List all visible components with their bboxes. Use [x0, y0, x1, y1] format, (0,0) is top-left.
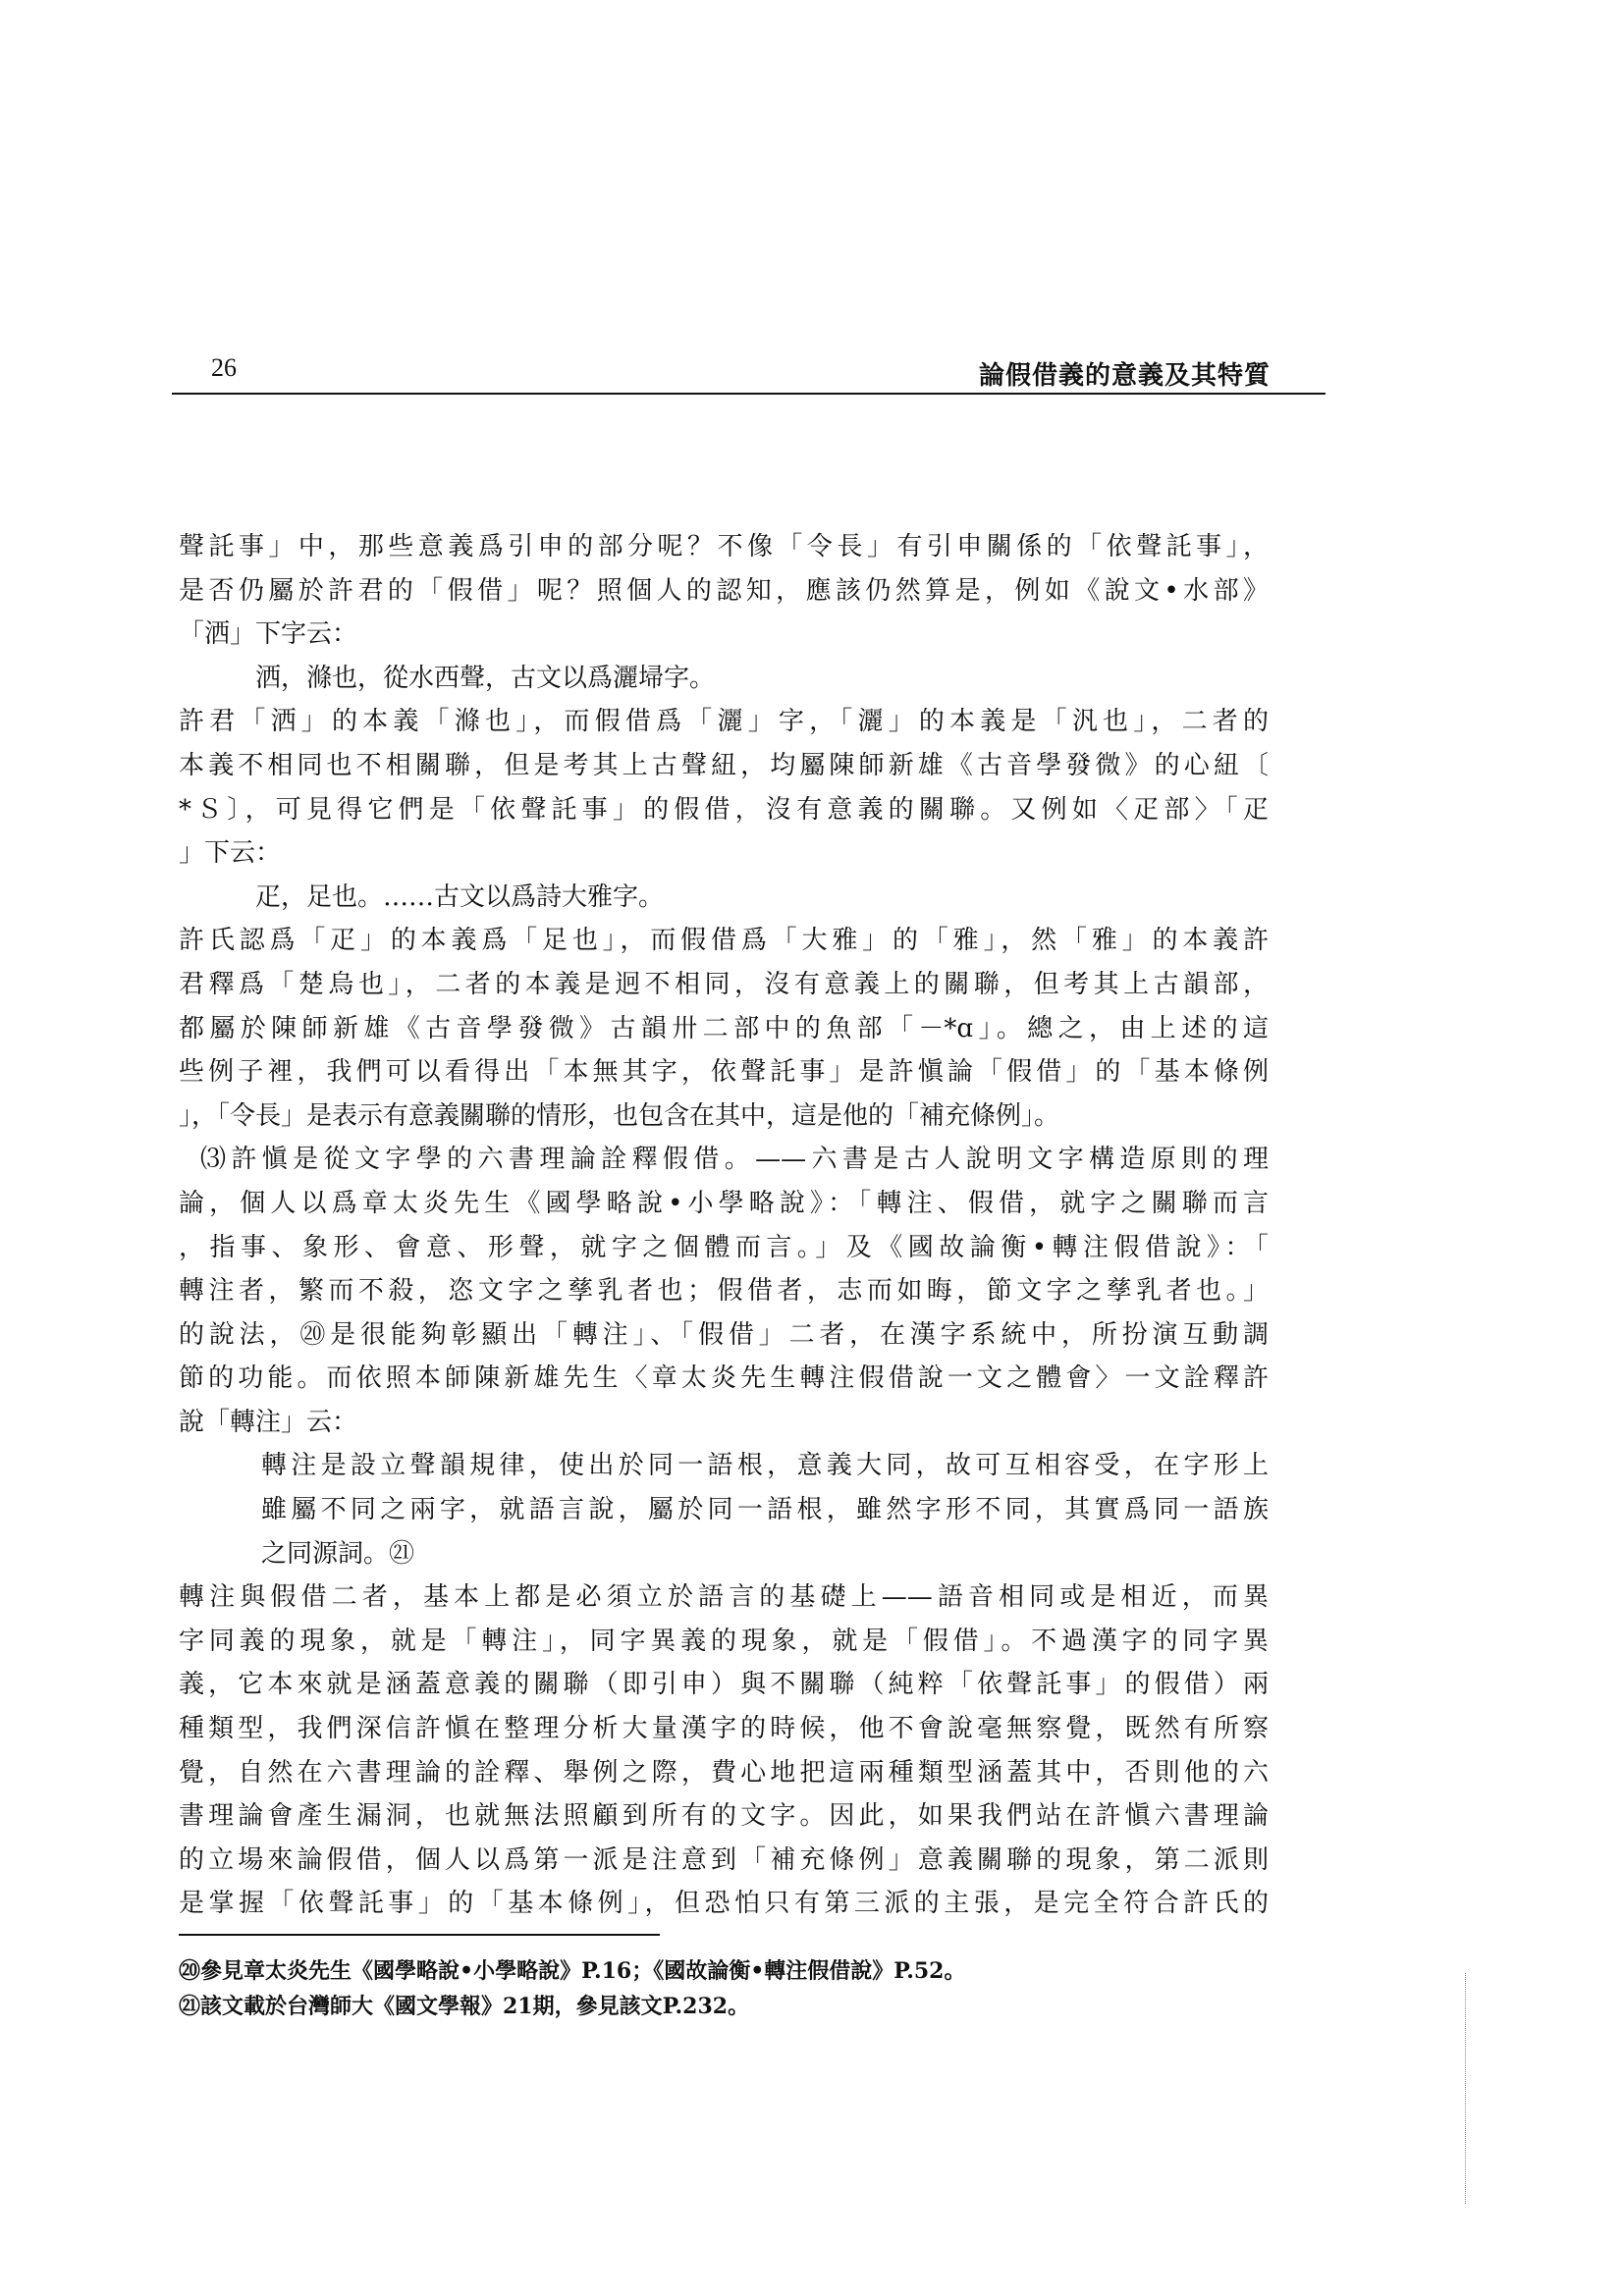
text-line: 義，它本來就是涵蓋意義的關聯（即引申）與不關聯（純粹「依聲託事」的假借）兩	[179, 1670, 1269, 1700]
text-line: 的說法，⑳是很能夠彰顯出「轉注」、「假借」二者，在漢字系統中，所扮演互動調	[179, 1319, 1269, 1350]
text-line: *Ｓ〕，可見得它們是「依聲託事」的假借，沒有意義的關聯。又例如〈疋部〉「疋	[179, 794, 1269, 825]
body-text	[179, 525, 1269, 1926]
block-quote-line: 之同源詞。㉑	[261, 1538, 415, 1569]
text-line: 是否仍屬於許君的「假借」呢？照個人的認知，應該仍然算是，例如《說文•水部》	[179, 575, 1269, 606]
block-quote-line: 雖屬不同之兩字，就語言說，屬於同一語根，雖然字形不同，其實爲同一語族	[261, 1495, 1269, 1525]
text-line: 種類型，我們深信許愼在整理分析大量漢字的時候，他不會說毫無察覺，既然有所察	[179, 1714, 1269, 1744]
page-number: 26	[211, 353, 237, 382]
text-line: 節的功能。而依照本師陳新雄先生〈章太炎先生轉注假借說一文之體會〉一文詮釋許	[179, 1363, 1269, 1394]
text-line: 說「轉注」云：	[179, 1407, 358, 1437]
text-line: 是掌握「依聲託事」的「基本條例」，但恐怕只有第三派的主張，是完全符合許氏的	[179, 1889, 1269, 1919]
text-line: 都屬於陳師新雄《古音學發微》古韻卅二部中的魚部「－*ɑ」。總之，由上述的這	[179, 1013, 1269, 1043]
footnotes	[179, 1953, 1269, 2024]
text-line: ，指事、象形、會意、形聲，就字之個體而言。」及《國故論衡•轉注假借說》：「	[179, 1232, 1269, 1262]
text-line: 「洒」下字云：	[179, 619, 358, 650]
block-quote-line: 疋，足也。……古文以爲詩大雅字。	[255, 881, 665, 912]
text-line: ⑶許愼是從文字學的六書理論詮釋假借。——六書是古人說明文字構造原則的理	[200, 1145, 1269, 1175]
footnote-21: ㉑該文載於台灣師大《國文學報》21期，參見該文P.232。	[179, 1994, 750, 2019]
text-line: 轉注與假借二者，基本上都是必須立於語言的基礎上——語音相同或是相近，而異	[179, 1582, 1269, 1613]
text-line: 論，個人以爲章太炎先生《國學略說•小學略說》：「轉注、假借，就字之關聯而言	[179, 1188, 1269, 1218]
text-line: 君釋爲「楚烏也」，二者的本義是迥不相同，沒有意義上的關聯，但考其上古韻部，	[179, 969, 1269, 999]
text-line: 的立場來論假借，個人以爲第一派是注意到「補充條例」意義關聯的現象，第二派則	[179, 1844, 1269, 1875]
running-title: 論假借義的意義及其特質	[978, 361, 1271, 391]
text-line: 本義不相同也不相關聯，但是考其上古聲紐，均屬陳師新雄《古音學發微》的心紐〔	[179, 750, 1269, 780]
text-line: 些例子裡，我們可以看得出「本無其字，依聲託事」是許愼論「假借」的「基本條例	[179, 1057, 1269, 1088]
text-line: 聲託事」中，那些意義爲引申的部分呢？不像「令長」有引申關係的「依聲託事」，	[179, 532, 1269, 561]
text-line: 許氏認爲「疋」的本義爲「足也」，而假借爲「大雅」的「雅」，然「雅」的本義許	[179, 926, 1269, 956]
scan-margin-mark	[1465, 1973, 1466, 2204]
text-line: 」，「令長」是表示有意義關聯的情形，也包含在其中，這是他的「補充條例」。	[179, 1100, 1060, 1131]
block-quote-line: 轉注是設立聲韻規律，使出於同一語根，意義大同，故可互相容受，在字形上	[261, 1451, 1269, 1481]
text-line: 許君「洒」的本義「滌也」，而假借爲「灑」字，「灑」的本義是「汎也」，二者的	[179, 707, 1269, 737]
text-line: 覺，自然在六書理論的詮釋、舉例之際，費心地把這兩種類型涵蓋其中，否則他的六	[179, 1757, 1269, 1788]
block-quote-line: 洒，滌也，從水西聲，古文以爲灑埽字。	[255, 663, 716, 693]
footnote-20: ⑳參見章太炎先生《國學略說•小學略說》P.16；《國故論衡•轉注假借說》P.52。	[179, 1958, 966, 1984]
text-line: 」下云：	[179, 838, 282, 869]
text-line: 書理論會產生漏洞，也就無法照顧到所有的文字。因此，如果我們站在許愼六書理論	[179, 1801, 1269, 1832]
text-line: 字同義的現象，就是「轉注」，同字異義的現象，就是「假借」。不過漢字的同字異	[179, 1626, 1269, 1656]
header-rule	[172, 393, 1326, 395]
footnote-rule	[179, 1934, 660, 1936]
text-line: 轉注者，繁而不殺，恣文字之孳乳者也；假借者，志而如晦，節文字之孳乳者也。」	[179, 1276, 1269, 1307]
